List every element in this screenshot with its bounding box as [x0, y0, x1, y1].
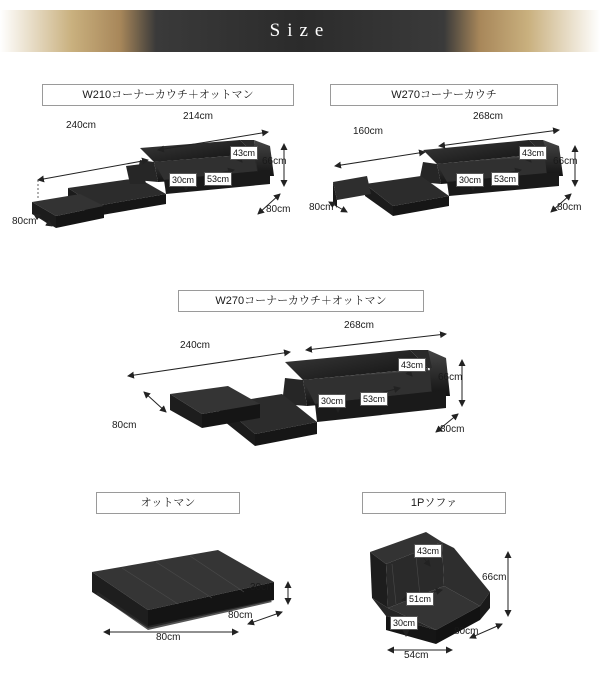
- dim-1p-seat-depth: 51cm: [406, 592, 434, 606]
- diagram-svg-1p-sofa: [330, 512, 570, 672]
- dim-1p-back-height: 43cm: [414, 544, 442, 558]
- dim-1p-depth: 80cm: [454, 626, 479, 637]
- dim-w270-depth-left: 80cm: [309, 202, 334, 213]
- dim-w210-seat-depth: 53cm: [204, 172, 232, 186]
- dim-ottoman-depth: 80cm: [228, 610, 253, 621]
- dim-1p-width: 54cm: [404, 650, 429, 661]
- dim-w270o-depth-left: 80cm: [112, 420, 137, 431]
- dim-w270-seat-height: 30cm: [456, 173, 484, 187]
- dim-w270o-width-right: 268cm: [344, 320, 375, 331]
- dim-w270o-depth-right: 80cm: [440, 424, 465, 435]
- page-header: [0, 0, 600, 62]
- dim-1p-total-height: 66cm: [482, 572, 507, 583]
- dim-w210-width-right: 214cm: [183, 111, 214, 122]
- dim-w210-depth-left: 80cm: [12, 216, 37, 227]
- section-label-w210-corner-ottoman: W210コーナーカウチ＋オットマン: [42, 84, 294, 106]
- section-label-w270-corner-ottoman: W270コーナーカウチ＋オットマン: [178, 290, 424, 312]
- dim-w270-depth-right: 80cm: [557, 202, 582, 213]
- diagram-w270-corner-ottoman: [110, 320, 490, 460]
- dim-ottoman-width: 80cm: [156, 632, 181, 643]
- dim-w270-width-right: 268cm: [473, 111, 504, 122]
- dim-w270o-width-left: 240cm: [180, 340, 211, 351]
- diagram-w210-corner-ottoman: [8, 110, 298, 250]
- diagram-w270-corner: [305, 110, 595, 250]
- dim-ottoman-height: 30cm: [250, 582, 275, 593]
- dim-w270-seat-depth: 53cm: [491, 172, 519, 186]
- section-label-1p-sofa: 1Pソファ: [362, 492, 506, 514]
- diagram-1p-sofa: [330, 512, 570, 672]
- page-title: Size: [269, 20, 331, 41]
- dim-w210-depth-right: 80cm: [266, 204, 291, 215]
- dim-w270o-seat-depth: 53cm: [360, 392, 388, 406]
- dim-w210-width-left: 240cm: [66, 120, 97, 131]
- section-label-ottoman: オットマン: [96, 492, 240, 514]
- diagram-svg-w270: [305, 110, 595, 250]
- dim-w210-back-height: 43cm: [230, 146, 258, 160]
- dim-1p-seat-height: 30cm: [390, 616, 418, 630]
- dim-w270o-total-height: 66cm: [438, 372, 463, 383]
- dim-w270o-back-height: 43cm: [398, 358, 426, 372]
- dim-w270o-seat-height: 30cm: [318, 394, 346, 408]
- dim-w270-total-height: 66cm: [553, 156, 578, 167]
- dim-w270-back-height: 43cm: [519, 146, 547, 160]
- dim-w270-width-left: 160cm: [353, 126, 384, 137]
- section-label-w270-corner: W270コーナーカウチ: [330, 84, 558, 106]
- dim-w210-seat-height: 30cm: [169, 173, 197, 187]
- diagram-svg-w210: [8, 110, 298, 250]
- dim-w210-total-height: 66cm: [262, 156, 287, 167]
- diagram-svg-w270-ottoman: [110, 320, 490, 460]
- diagram-ottoman: [52, 520, 302, 650]
